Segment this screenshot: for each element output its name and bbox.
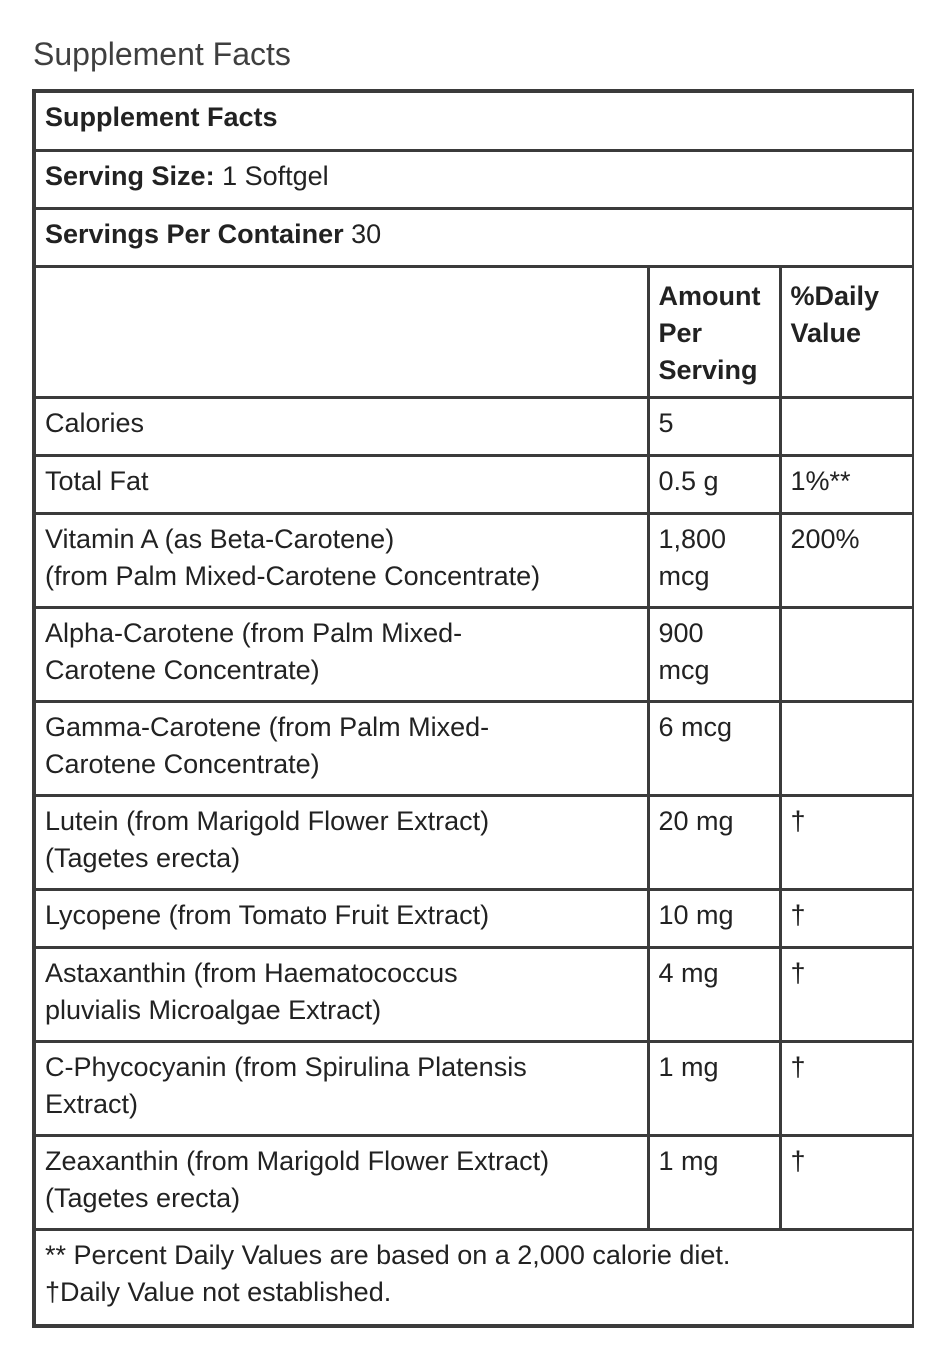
ingredient-name-line: Carotene Concentrate) xyxy=(45,654,320,685)
daily-value-column-header xyxy=(780,266,913,397)
daily-value xyxy=(780,397,913,455)
amount-line: 1,800 xyxy=(658,523,727,554)
amount-per-serving xyxy=(648,1041,780,1135)
ingredient-name-line: Carotene Concentrate) xyxy=(45,748,320,779)
daily-value-header-line: Value xyxy=(790,317,862,348)
ingredient-name-line: Gamma-Carotene (from Palm Mixed- xyxy=(45,711,490,742)
table-row xyxy=(35,455,913,513)
ingredient-name-line: Extract) xyxy=(45,1088,139,1119)
amount-line: 6 mcg xyxy=(658,711,733,742)
table-title: Supplement Facts xyxy=(35,92,913,150)
serving-size-value: 1 Softgel xyxy=(214,160,329,191)
ingredient-name-line: (Tagetes erecta) xyxy=(45,1182,241,1213)
table-row xyxy=(35,1135,913,1229)
table-row xyxy=(35,701,913,795)
daily-value: † xyxy=(780,947,913,1041)
table-row xyxy=(35,889,913,947)
ingredient-name-line: Lycopene (from Tomato Fruit Extract) xyxy=(45,899,490,930)
daily-value: † xyxy=(780,889,913,947)
amount-per-serving xyxy=(648,947,780,1041)
amount-per-serving xyxy=(648,607,780,701)
daily-value xyxy=(780,607,913,701)
daily-value: 200% xyxy=(780,513,913,607)
footnote-not-established: †Daily Value not established. xyxy=(45,1276,392,1307)
ingredient-name xyxy=(35,455,648,513)
ingredient-name xyxy=(35,397,648,455)
amount-line: 20 mg xyxy=(658,805,734,836)
ingredient-column-header xyxy=(35,266,648,397)
amount-header-line: Serving xyxy=(658,354,758,385)
table-row xyxy=(35,947,913,1041)
ingredient-name-line: C-Phycocyanin (from Spirulina Platensis xyxy=(45,1051,527,1082)
ingredient-name xyxy=(35,1041,648,1135)
ingredient-name-line: Zeaxanthin (from Marigold Flower Extract) xyxy=(45,1145,550,1176)
ingredient-name-line: Calories xyxy=(45,407,145,438)
daily-value-header-line: %Daily xyxy=(790,280,880,311)
ingredient-name-line: Alpha-Carotene (from Palm Mixed- xyxy=(45,617,463,648)
servings-per-container-row xyxy=(35,208,913,266)
ingredient-name xyxy=(35,889,648,947)
ingredient-name-line: Vitamin A (as Beta-Carotene) xyxy=(45,523,395,554)
column-header-row xyxy=(35,266,913,397)
ingredient-name xyxy=(35,1135,648,1229)
table-row xyxy=(35,1041,913,1135)
ingredient-name xyxy=(35,701,648,795)
amount-per-serving xyxy=(648,1135,780,1229)
amount-per-serving xyxy=(648,513,780,607)
amount-column-header xyxy=(648,266,780,397)
footnote xyxy=(35,1229,913,1325)
ingredient-name-line: (from Palm Mixed-Carotene Concentrate) xyxy=(45,560,541,591)
servings-per-container-value: 30 xyxy=(343,218,382,249)
amount-per-serving xyxy=(648,889,780,947)
serving-size-row xyxy=(35,150,913,208)
amount-line: 10 mg xyxy=(658,899,734,930)
ingredient-name xyxy=(35,607,648,701)
amount-line: 4 mg xyxy=(658,957,719,988)
page-title: Supplement Facts xyxy=(33,36,291,72)
footnote-row xyxy=(35,1229,913,1325)
table-row xyxy=(35,397,913,455)
amount-line: mcg xyxy=(658,560,710,591)
table-row xyxy=(35,795,913,889)
amount-header-line: Per xyxy=(658,317,703,348)
amount-per-serving xyxy=(648,397,780,455)
footnote-daily-values: ** Percent Daily Values are based on a 2,000 calorie diet. xyxy=(45,1239,731,1270)
ingredient-name xyxy=(35,795,648,889)
amount-per-serving xyxy=(648,795,780,889)
ingredient-name-line: Lutein (from Marigold Flower Extract) xyxy=(45,805,490,836)
servings-per-container-cell xyxy=(35,208,913,266)
daily-value: † xyxy=(780,1135,913,1229)
amount-line: 1 mg xyxy=(658,1145,719,1176)
amount-per-serving xyxy=(648,701,780,795)
ingredient-name-line: pluvialis Microalgae Extract) xyxy=(45,994,382,1025)
daily-value: † xyxy=(780,1041,913,1135)
amount-line: 1 mg xyxy=(658,1051,719,1082)
amount-line: 0.5 g xyxy=(658,465,719,496)
ingredient-name-line: (Tagetes erecta) xyxy=(45,842,241,873)
amount-header-line: Amount xyxy=(658,280,761,311)
ingredient-name-line: Astaxanthin (from Haematococcus xyxy=(45,957,458,988)
amount-line: mcg xyxy=(658,654,710,685)
supplement-facts-panel xyxy=(32,89,914,1328)
table-title-row xyxy=(35,92,913,150)
daily-value: 1%** xyxy=(780,455,913,513)
amount-per-serving xyxy=(648,455,780,513)
daily-value: † xyxy=(780,795,913,889)
serving-size-label: Serving Size: xyxy=(45,160,215,191)
table-row xyxy=(35,513,913,607)
ingredient-name xyxy=(35,947,648,1041)
serving-size-cell xyxy=(35,150,913,208)
supplement-facts-table xyxy=(34,91,914,1326)
ingredient-name-line: Total Fat xyxy=(45,465,149,496)
ingredient-name xyxy=(35,513,648,607)
daily-value xyxy=(780,701,913,795)
servings-per-container-label: Servings Per Container xyxy=(45,218,344,249)
amount-line: 900 xyxy=(658,617,704,648)
table-row xyxy=(35,607,913,701)
amount-line: 5 xyxy=(658,407,674,438)
